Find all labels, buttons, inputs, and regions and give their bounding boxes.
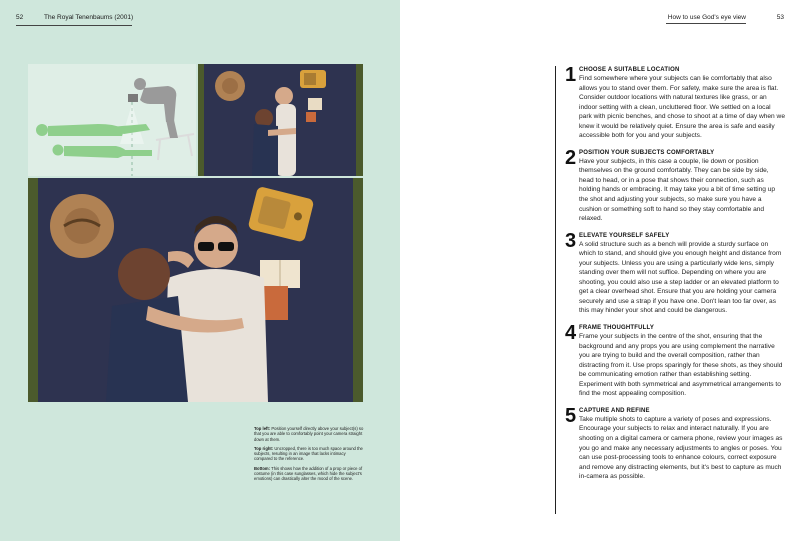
step-title: CHOOSE A SUITABLE LOCATION — [579, 67, 680, 73]
step-body: Have your subjects, in this case a couple, lie down or position themselves on the ground comfortably. They can be side by side, head to head, or in a pose that shows their connection, such as holding hands or embracing. It may take you a bit of time setting up the shot and adjusting your subjects, so make sure you have a cushion or something soft to hand so they stay comfortable and relaxed. — [579, 157, 776, 223]
overhead-diagram-illustration — [28, 64, 196, 176]
step-title: CAPTURE AND REFINE — [579, 407, 650, 414]
step-3 — [565, 229, 785, 316]
photo-uncropped — [198, 64, 363, 176]
page-number-left: 52 — [16, 14, 24, 21]
column-divider — [555, 66, 556, 514]
step-body: Take multiple shots to capture a variety of poses and expressions. Encourage your subjects to relax and interact naturally. If you are shooting on a digital camera or camera phone, review your images as you go and make any necessary adjustments to angles or poses. You can use post-processing tools to enhance colours, correct exposure and remove any distracting elements, but it's best to capture as much in-camera as possible. — [579, 415, 783, 481]
caption-text: Uncropped, there is too much space around the subjects, resulting in an image that lacks intimacy compared to the reference. — [254, 445, 363, 462]
photo-main-svg — [28, 178, 363, 402]
step-2 — [565, 146, 785, 224]
caption-top-left — [254, 426, 364, 442]
step-4 — [565, 324, 785, 399]
step-body: Frame your subjects in the centre of the shot, ensuring that the background and any props you are using complement the narrative you are trying to build and the overall composition, rather than distracting from it. Use props sparingly for these shots, as they should be communicating emotion rather than establishing setting. Experiment with both symmetrical and asymmetrical arrangements to find the most appealing composition. — [579, 333, 783, 398]
step-title: POSITION YOUR SUBJECTS COMFORTABLY — [579, 149, 715, 156]
step-title: FRAME THOUGHTFULLY — [579, 325, 655, 332]
caption-text: Position yourself directly above your subject(s) so that you are able to comfortably point your camera straight down at them. — [254, 426, 364, 442]
section-title: How to use God's eye view — [666, 14, 746, 24]
steps-list — [565, 66, 785, 482]
step-5 — [565, 404, 785, 482]
step-1 — [565, 66, 785, 141]
step-title: ELEVATE YOURSELF SAFELY — [579, 232, 670, 239]
caption-label: Top left: — [254, 426, 271, 431]
step-body: A solid structure such as a bench will provide a sturdy surface on which to stand, and should give you enough height and distance from your subjects. Unless you are using a particularly wide lens, simply standing over them will not suffice. Depending on where you are shooting, you could also use a step ladder or an elevated platform to get a clear overhead shot. Ensure that you are holding your camera securely and use a strap if you have one. Don't lean too far over, as this may hinder your shot and could be dangerous. — [579, 240, 782, 315]
photo-main-with-sunglasses — [28, 178, 363, 402]
caption-text: This shows how the addition of a prop or piece of costume (in this case sunglasses, which hide the subject's emotions) can drastically alter the mood of the scene. — [254, 465, 363, 482]
page-number-right: 53 — [776, 14, 784, 21]
step-number: 4 — [565, 322, 577, 345]
chapter-title: The Royal Tenenbaums (2001) — [44, 14, 134, 21]
left-page-header — [16, 14, 132, 26]
photo-captions — [254, 426, 364, 486]
step-number: 3 — [565, 229, 577, 252]
overhead-diagram-svg — [28, 64, 196, 176]
step-number: 2 — [565, 146, 577, 169]
caption-label: Bottom: — [254, 465, 271, 471]
photo-uncropped-svg — [198, 64, 363, 176]
step-number: 5 — [565, 404, 577, 427]
caption-label: Top right: — [254, 445, 274, 451]
caption-bottom — [254, 466, 364, 482]
step-number: 1 — [565, 64, 577, 86]
right-page — [400, 0, 800, 541]
step-body: Find somewhere where your subjects can lie comfortably that also allows you to stand over them. For safety, make sure the area is flat. Consider outdoor locations with natural textures like grass, or an indoor setting with a clean, uncluttered floor. We settled on a local park with picnic benches, and chose to shoot at a time of day when we knew it would be relatively quiet. Ensure the area is safe and easily accessible both for you and your subjects. — [579, 75, 785, 140]
caption-top-right — [254, 446, 364, 462]
